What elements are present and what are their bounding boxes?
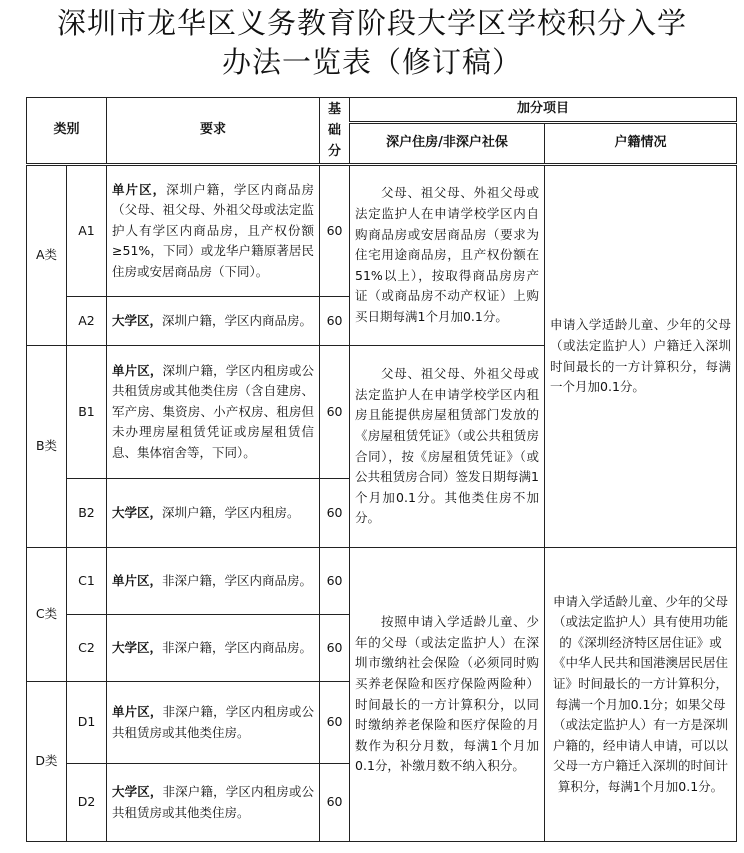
row-code: B2 (67, 479, 107, 548)
row-code: A2 (67, 297, 107, 346)
requirement-text: 非深户籍，学区内商品房。 (162, 572, 313, 588)
group-label-c: C类 (27, 548, 67, 682)
requirement-cell (107, 297, 320, 346)
requirement-type: 单片区， (112, 362, 163, 378)
requirement-text: 深圳户籍，学区内租房。 (162, 504, 300, 520)
requirement-type: 单片区， (112, 181, 167, 197)
admission-points-table (26, 97, 737, 842)
requirement-text: 深圳户籍，学区内租房或公共租赁房或其他类住房（含自建房、军产房、集资房、小产权房、租房但未办理房屋租赁凭证或房屋租赁信息、集体宿舍等，下同）。 (112, 362, 315, 460)
requirement-text: 深圳户籍，学区内商品房（父母、祖父母、外祖父母或法定监护人有学区内商品房，且产权份额≥51%，下同）或龙华户籍原著居民住房或安居商品房（下同）。 (112, 181, 315, 279)
group-label-d: D类 (27, 682, 67, 842)
requirement-cell (107, 548, 320, 615)
requirement-cell (107, 479, 320, 548)
page-subtitle: 办法一览表（修订稿） (221, 45, 522, 79)
base-score: 60 (320, 682, 350, 764)
base-score: 60 (320, 346, 350, 479)
requirement-cell (107, 346, 320, 479)
requirement-type: 单片区， (112, 572, 163, 588)
row-code: A1 (67, 165, 107, 297)
requirement-cell (107, 682, 320, 764)
requirement-type: 单片区， (112, 703, 163, 719)
base-score: 60 (320, 615, 350, 682)
row-code: C2 (67, 615, 107, 682)
requirement-cell (107, 764, 320, 842)
bonus-hukou-cd: 申请入学适龄儿童、少年的父母（或法定监护人）具有使用功能的《深圳经济特区居住证》或《中华人民共和国港澳居民居住证》时间最长的一方计算积分，每满一个月加0.1分；如果父母（或法定监护人）有一方是深圳户籍的，经申请人申请，可以以父母一方户籍迁入深圳的时间计算积分，每满1个月加0.1分。 (545, 548, 737, 842)
base-score: 60 (320, 764, 350, 842)
requirement-text: 非深户籍，学区内租房或公共租赁房或其他类住房。 (112, 783, 314, 820)
bonus-housing-a: 父母、祖父母、外祖父母或法定监护人在申请学校学区内自购商品房或安居商品房（要求为住宅用途商品房，且产权份额在51%以上），按取得商品房房产证（或商品房不动产权证）上购买日期每满1个月加0.1分。 (350, 165, 545, 346)
requirement-type: 大学区， (112, 504, 163, 520)
header-housing: 深户住房/非深户社保 (350, 123, 545, 165)
bonus-hukou-ab: 申请入学适龄儿童、少年的父母（或法定监护人）户籍迁入深圳时间最长的一方计算积分，每满一个月加0.1分。 (545, 165, 737, 548)
header-hukou: 户籍情况 (545, 123, 737, 165)
base-score: 60 (320, 165, 350, 297)
group-label-a: A类 (27, 165, 67, 346)
row-code: B1 (67, 346, 107, 479)
requirement-text: 深圳户籍，学区内商品房。 (162, 312, 313, 328)
base-score: 60 (320, 548, 350, 615)
row-code: C1 (67, 548, 107, 615)
page-title: 深圳市龙华区义务教育阶段大学区学校积分入学 (56, 6, 687, 40)
requirement-type: 大学区， (112, 783, 163, 799)
row-code: D1 (67, 682, 107, 764)
requirement-type: 大学区， (112, 639, 163, 655)
requirement-cell (107, 615, 320, 682)
requirement-type: 大学区， (112, 312, 163, 328)
requirement-text: 非深户籍，学区内商品房。 (162, 639, 313, 655)
base-score: 60 (320, 479, 350, 548)
header-category: 类别 (27, 98, 107, 165)
header-requirement: 要求 (107, 98, 320, 165)
requirement-cell (107, 165, 320, 297)
group-label-b: B类 (27, 346, 67, 548)
header-bonus-items: 加分项目 (350, 98, 737, 123)
bonus-housing-cd: 按照申请入学适龄儿童、少年的父母（或法定监护人）在深圳市缴纳社会保险（必须同时购买养老保险和医疗保险两险种）时间最长的一方计算积分，以同时缴纳养老保险和医疗保险的月数作为积分月数，每满1个月加0.1分，补缴月数不纳入积分。 (350, 548, 545, 842)
base-score: 60 (320, 297, 350, 346)
requirement-text: 非深户籍，学区内租房或公共租赁房或其他类住房。 (112, 703, 314, 740)
row-code: D2 (67, 764, 107, 842)
bonus-housing-b: 父母、祖父母、外祖父母或法定监护人在申请学校学区内租房且能提供房屋租赁部门发放的《房屋租赁凭证》（或公共租赁房合同），按《房屋租赁凭证》（或公共租赁房合同）签发日期每满1个月加0.1分。其他类住房不加分。 (350, 346, 545, 548)
header-base-score: 基础分 (320, 98, 350, 165)
